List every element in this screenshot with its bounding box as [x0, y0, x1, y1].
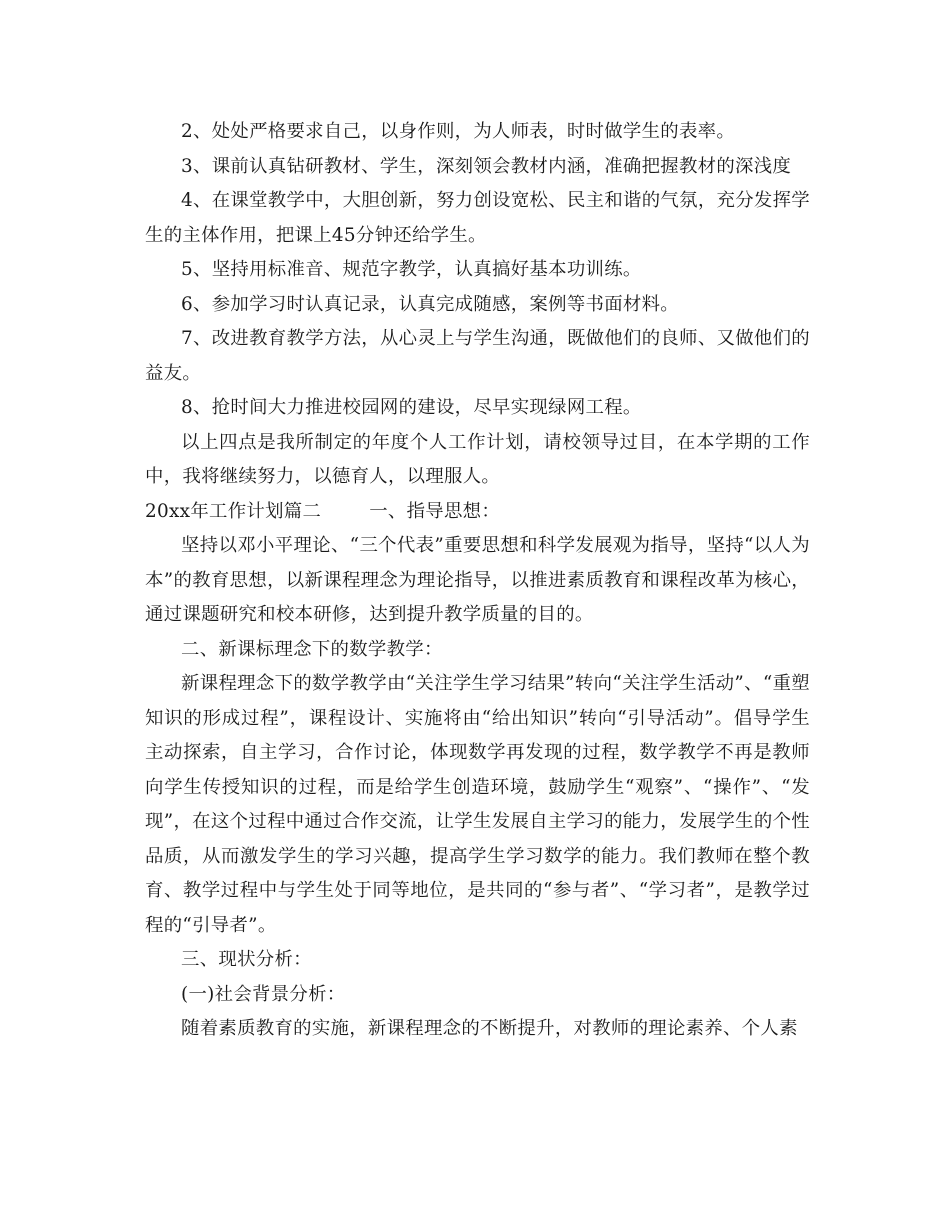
heading-status-analysis: 三、现状分析：	[181, 949, 312, 970]
social-background-paragraph: 随着素质教育的实施，新课程理念的不断提升，对教师的理论素养、个人素	[181, 1018, 798, 1039]
paragraph-item-4: 4、在课堂教学中，大胆创新，努力创设宽松、民主和谐的气氛，充分发挥学生的主体作用，把课上45分钟还给学生。	[145, 190, 810, 246]
paragraph-item-8: 8、抢时间大力推进校园网的建设，尽早实现绿网工程。	[181, 397, 642, 418]
section-title: 20xx年工作计划篇二	[145, 500, 322, 522]
paragraph-item-7: 7、改进教育教学方法，从心灵上与学生沟通，既做他们的良师、又做他们的益友。	[145, 328, 810, 384]
section-heading-line	[145, 495, 810, 530]
paragraph-conclusion: 以上四点是我所制定的年度个人工作计划，请校领导过目，在本学期的工作中，我将继续努力，以德育人，以理服人。	[145, 431, 810, 487]
paragraph-item-5: 5、坚持用标准音、规范字教学，认真搞好基本功训练。	[181, 259, 642, 280]
paragraph-item-6: 6、参加学习时认真记录，认真完成随感，案例等书面材料。	[181, 293, 679, 315]
paragraph-item-2: 2、处处严格要求自己，以身作则，为人师表，时时做学生的表率。	[181, 121, 736, 142]
section-subtitle: 一、指导思想：	[369, 500, 501, 522]
heading-math-teaching: 二、新课标理念下的数学教学：	[181, 638, 443, 660]
heading-social-background: (一)社会背景分析：	[181, 983, 346, 1005]
math-teaching-paragraph: 新课程理念下的数学教学由“关注学生学习结果”转向“关注学生活动”、“重塑知识的形成过程”，课程设计、实施将由“给出知识”转向“引导活动”。倡导学生主动探索，自主学习，合作讨论，体现数学再发现的过程，数学教学不再是教师向学生传授知识的过程，而是给学生创造环境，鼓励学生“观察”、“操作”、“发现”，在这个过程中通过合作交流，让学生发展自主学习的能力，发展学生的个性品质，从而激发学生的学习兴趣，提高学生学习数学的能力。我们教师在整个教育、教学过程中与学生处于同等地位，是共同的“参与者”、“学习者”，是教学过程的“引导者”。	[145, 673, 810, 936]
document-body	[145, 115, 810, 1047]
paragraph-item-3: 3、课前认真钻研教材、学生，深刻领会教材内涵，准确把握教材的深浅度	[181, 155, 792, 177]
guiding-ideology-paragraph: 坚持以邓小平理论、“三个代表”重要思想和科学发展观为指导，坚持“以人为本”的教育思想，以新课程理念为理论指导，以推进素质教育和课程改革为核心，通过课题研究和校本研修，达到提升教学质量的目的。	[145, 535, 810, 625]
